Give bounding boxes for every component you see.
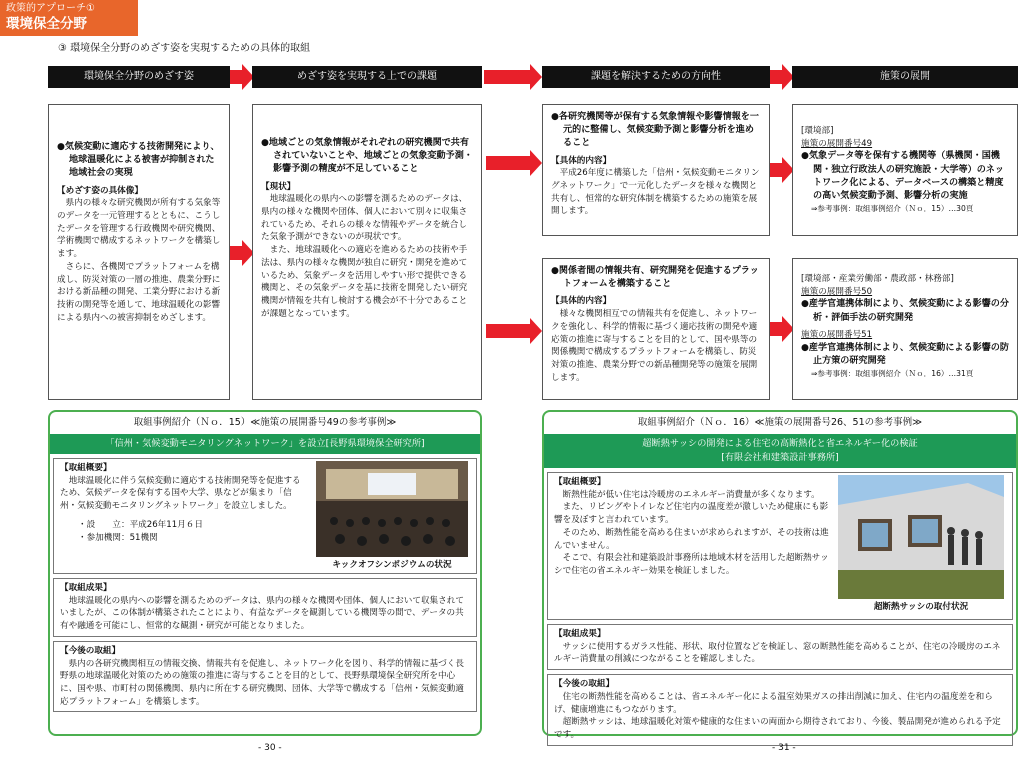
- case16-results: [547, 624, 1013, 670]
- case16-overview-heading: 【取組概要】: [554, 477, 606, 487]
- arrow-right-icon: [486, 318, 542, 344]
- case16-overview-p4: そこで、有限会社和建築設計事務所は地域木材を活用した超断熱サッシで住宅の省エネルギー効果を検証しました。: [554, 553, 829, 577]
- case16-overview-p2: また、リビングやトイレなど住宅内の温度差が激しいため健康にも影響を及ぼすと言われています。: [554, 502, 829, 526]
- case16-band-line1: 超断熱サッシの開発による住宅の高断熱化と省エネルギー化の検証: [642, 438, 918, 449]
- case15-overview-heading: 【取組概要】: [60, 463, 112, 473]
- case16-photo-caption: 超断熱サッシの取付状況: [873, 602, 969, 612]
- measure49-number: 施策の展開番号49: [801, 138, 873, 149]
- issue-heading: 【現状】: [261, 181, 296, 192]
- header-direction: 課題を解決するための方向性: [542, 66, 770, 88]
- arrow-right-icon: [230, 64, 254, 90]
- tag-line2: 環境保全分野: [6, 16, 87, 32]
- issue-p1: 地球温暖化の県内への影響を測るためのデータは、県内の様々な機関や団体、個人において別々に収集されているため、それらの様々な情報やデータを統合した気象予測ができないのが現状です。: [261, 194, 468, 243]
- window-installation-photo: [838, 475, 1004, 599]
- case16-results-heading: 【取組成果】: [554, 629, 606, 639]
- case15-results-heading: 【取組成果】: [60, 583, 112, 593]
- measure51-number: 施策の展開番号51: [801, 329, 873, 340]
- direction2-heading: 【具体的内容】: [551, 296, 612, 307]
- case15-photo-caption: キックオフシンポジウムの状況: [332, 560, 452, 570]
- arrow-right-icon: [484, 64, 542, 90]
- section-tag: [0, 0, 138, 36]
- direction-box-1: [542, 104, 770, 236]
- direction2-p1: 様々な機関相互での情報共有を促進し、ネットワークを強化し、科学的情報に基づく適応技術の開発や適応策の推進に寄与することを目的として、国や県等の関係機関で構成するプラットフォームを構築し、防災対策の推進、農業分野での新品種開発等の施策を展開します。: [551, 309, 758, 383]
- case16-future-p1: 住宅の断熱性能を高めることは、省エネルギー化による温室効果ガスの排出削減に加え、住宅内の温度差を和らげ、健康増進にもつながります。: [554, 691, 993, 715]
- case15-future-text: 県内の各研究機関相互の情報交換、情報共有を促進し、ネットワーク化を図り、科学的情報に基づく長野県の地球温暖化対策のための施策の推進に寄与することを目的として、長野県環境保全研究所を中心に、国や県、市町村の関係機関、県内に所在する研究機関、団体、大学等で構成する「信州・気候変動適応プラットフォーム」を構築します。: [60, 658, 464, 707]
- case16-overview-p1: 断熱性能が低い住宅は冷暖房のエネルギー消費量が多くなります。: [562, 489, 820, 500]
- measure50-dept: [環境部・産業労働部・農政部・林務部]: [801, 274, 954, 284]
- case16-band-line2: [有限会社和建築設計事務所]: [721, 452, 839, 463]
- goal-p2: さらに、各機関でプラットフォームを構成し、防災対策の一層の推進、農業分野における新品種の開発、工業分野における新技術の開発等を通して、地球温暖化の影響による県内への被害抑制をめざします。: [57, 261, 221, 323]
- case15-established: ・設 立：平成26年11月６日: [78, 519, 203, 530]
- measure49-ref: ⇒参考事例：取組事例紹介（Ｎｏ．15）…30頁: [811, 204, 974, 214]
- tag-line1: 政策的アプローチ①: [6, 3, 95, 14]
- case15-overview: [53, 458, 477, 574]
- direction1-lead: ●各研究機関等が保有する気象情報や影響情報を一元的に整備し、気候変動予測と影響分析を進めること: [551, 112, 759, 149]
- case-15-panel: [48, 410, 482, 736]
- case15-future-heading: 【今後の取組】: [60, 645, 121, 656]
- case-16-panel: [542, 410, 1018, 741]
- measure51-body: ●産学官連携体制により、気候変動による影響の防止方策の研究開発: [801, 342, 1009, 366]
- case16-results-text: サッシに使用するガラス性能、形状、取付位置などを検証し、窓の断熱性能を高めることが、住宅の冷暖房のエネルギー消費量の削減につながることを確認しました。: [554, 641, 1001, 665]
- measure50-body: ●産学官連携体制により、気候変動による影響の分析・評価手法の研究開発: [801, 299, 1009, 323]
- case16-overview-p3: そのため、断熱性能を高める住まいが求められますが、その技術は進んでいません。: [554, 527, 829, 551]
- page-subtitle: ③ 環境保全分野のめざす姿を実現するための具体的取組: [58, 43, 311, 54]
- measure49-dept: [環境部]: [801, 126, 834, 136]
- case15-results-text: 地球温暖化の県内への影響を測るためのデータは、県内の様々な機関や団体、個人において収集されていましたが、この体制が構築されたことにより、有益なデータを観測している機関等の間で、データの共有や融通を可能にし、恒常的な観測・研究が可能となりました。: [60, 595, 464, 632]
- direction1-p1: 平成26年度に構築した「信州・気候変動モニタリングネットワーク」で一元化したデータを様々な機関と共有し、恒常的な研究体制を構築するための施策を展開します。: [551, 168, 760, 217]
- arrow-right-icon: [230, 240, 254, 266]
- case16-band: [544, 434, 1016, 468]
- header-measures: 施策の展開: [792, 66, 1018, 88]
- goal-heading: 【めざす姿の具体像】: [57, 185, 143, 196]
- case16-future-p2: 超断熱サッシは、地球温暖化対策や健康的な住まいの両面から期待されており、今後、製品開発が進められる予定です。: [554, 717, 1001, 741]
- direction1-heading: 【具体的内容】: [551, 155, 612, 166]
- direction-box-2: [542, 258, 770, 400]
- arrow-right-icon: [770, 316, 794, 342]
- page-number-left: - 30 -: [258, 743, 282, 753]
- case15-members: ・参加機関：51機関: [78, 532, 158, 543]
- arrow-right-icon: [770, 157, 794, 183]
- symposium-photo: [316, 461, 468, 557]
- case15-results: [53, 578, 477, 637]
- arrow-right-icon: [486, 150, 542, 176]
- header-goal: 環境保全分野のめざす姿: [48, 66, 230, 88]
- measure49-body: ●気象データ等を保有する機関等（県機関・国機関・独立行政法人の研究施設・大学等）のネットワーク化による、データベースの構築と精度の高い気候変動予測、影響分析の実施: [801, 151, 1004, 201]
- measure-box-50-51: [792, 258, 1018, 400]
- goal-p1: 県内の様々な研究機関が所有する気象等のデータを一元管理するとともに、こうしたデータを管理する行政機関や研究機関、学術機関で構成するネットワークを構築します。: [57, 198, 221, 260]
- header-issue: めざす姿を実現する上での課題: [252, 66, 482, 88]
- measure-box-49: [792, 104, 1018, 236]
- case15-title: 取組事例紹介（Ｎｏ．15）≪施策の展開番号49の参考事例≫: [133, 417, 397, 428]
- case16-overview: [547, 472, 1013, 620]
- issue-p2: また、地球温暖化への適応を進めるための技術や手法は、県内の様々な機関が独自に研究・開発を進めているため、気象データを活用しやすい形で提供できる機関と、その気象データを基に技術を開発したい研究機関が情報を共有し検討する機会が不十分であることが課題となっています。: [261, 245, 468, 319]
- measure51-ref: ⇒参考事例：取組事例紹介（Ｎｏ．16）…31頁: [811, 368, 974, 378]
- case16-future: [547, 674, 1013, 746]
- issue-lead: ●地域ごとの気象情報がそれぞれの研究機関で共有されていないことや、地域ごとの気象変動予測・影響予測の精度が不足していること: [261, 138, 473, 175]
- goal-lead: ●気候変動に適応する技術開発により、地球温暖化による被害が抑制された地域社会の実現: [57, 142, 220, 179]
- case15-band: 「信州・気候変動モニタリングネットワーク」を設立[長野県環境保全研究所]: [50, 434, 480, 454]
- case16-title: 取組事例紹介（Ｎｏ．16）≪施策の展開番号26、51の参考事例≫: [637, 417, 923, 428]
- goal-box: [48, 104, 230, 400]
- measure50-number: 施策の展開番号50: [801, 286, 873, 297]
- case16-future-heading: 【今後の取組】: [554, 679, 615, 690]
- page-number-right: - 31 -: [772, 743, 796, 753]
- issue-box: [252, 104, 482, 400]
- arrow-right-icon: [770, 64, 794, 90]
- case15-overview-text: 地球温暖化に伴う気候変動に適応する技術開発等を促進するため、気候データを保有する国や大学、県などが集まり「信州・気候変動モニタリングネットワーク」を設立しました。: [60, 475, 301, 512]
- case15-future: [53, 641, 477, 713]
- direction2-lead: ●関係者間の情報共有、研究開発を促進するプラットフォームを構築すること: [551, 266, 759, 290]
